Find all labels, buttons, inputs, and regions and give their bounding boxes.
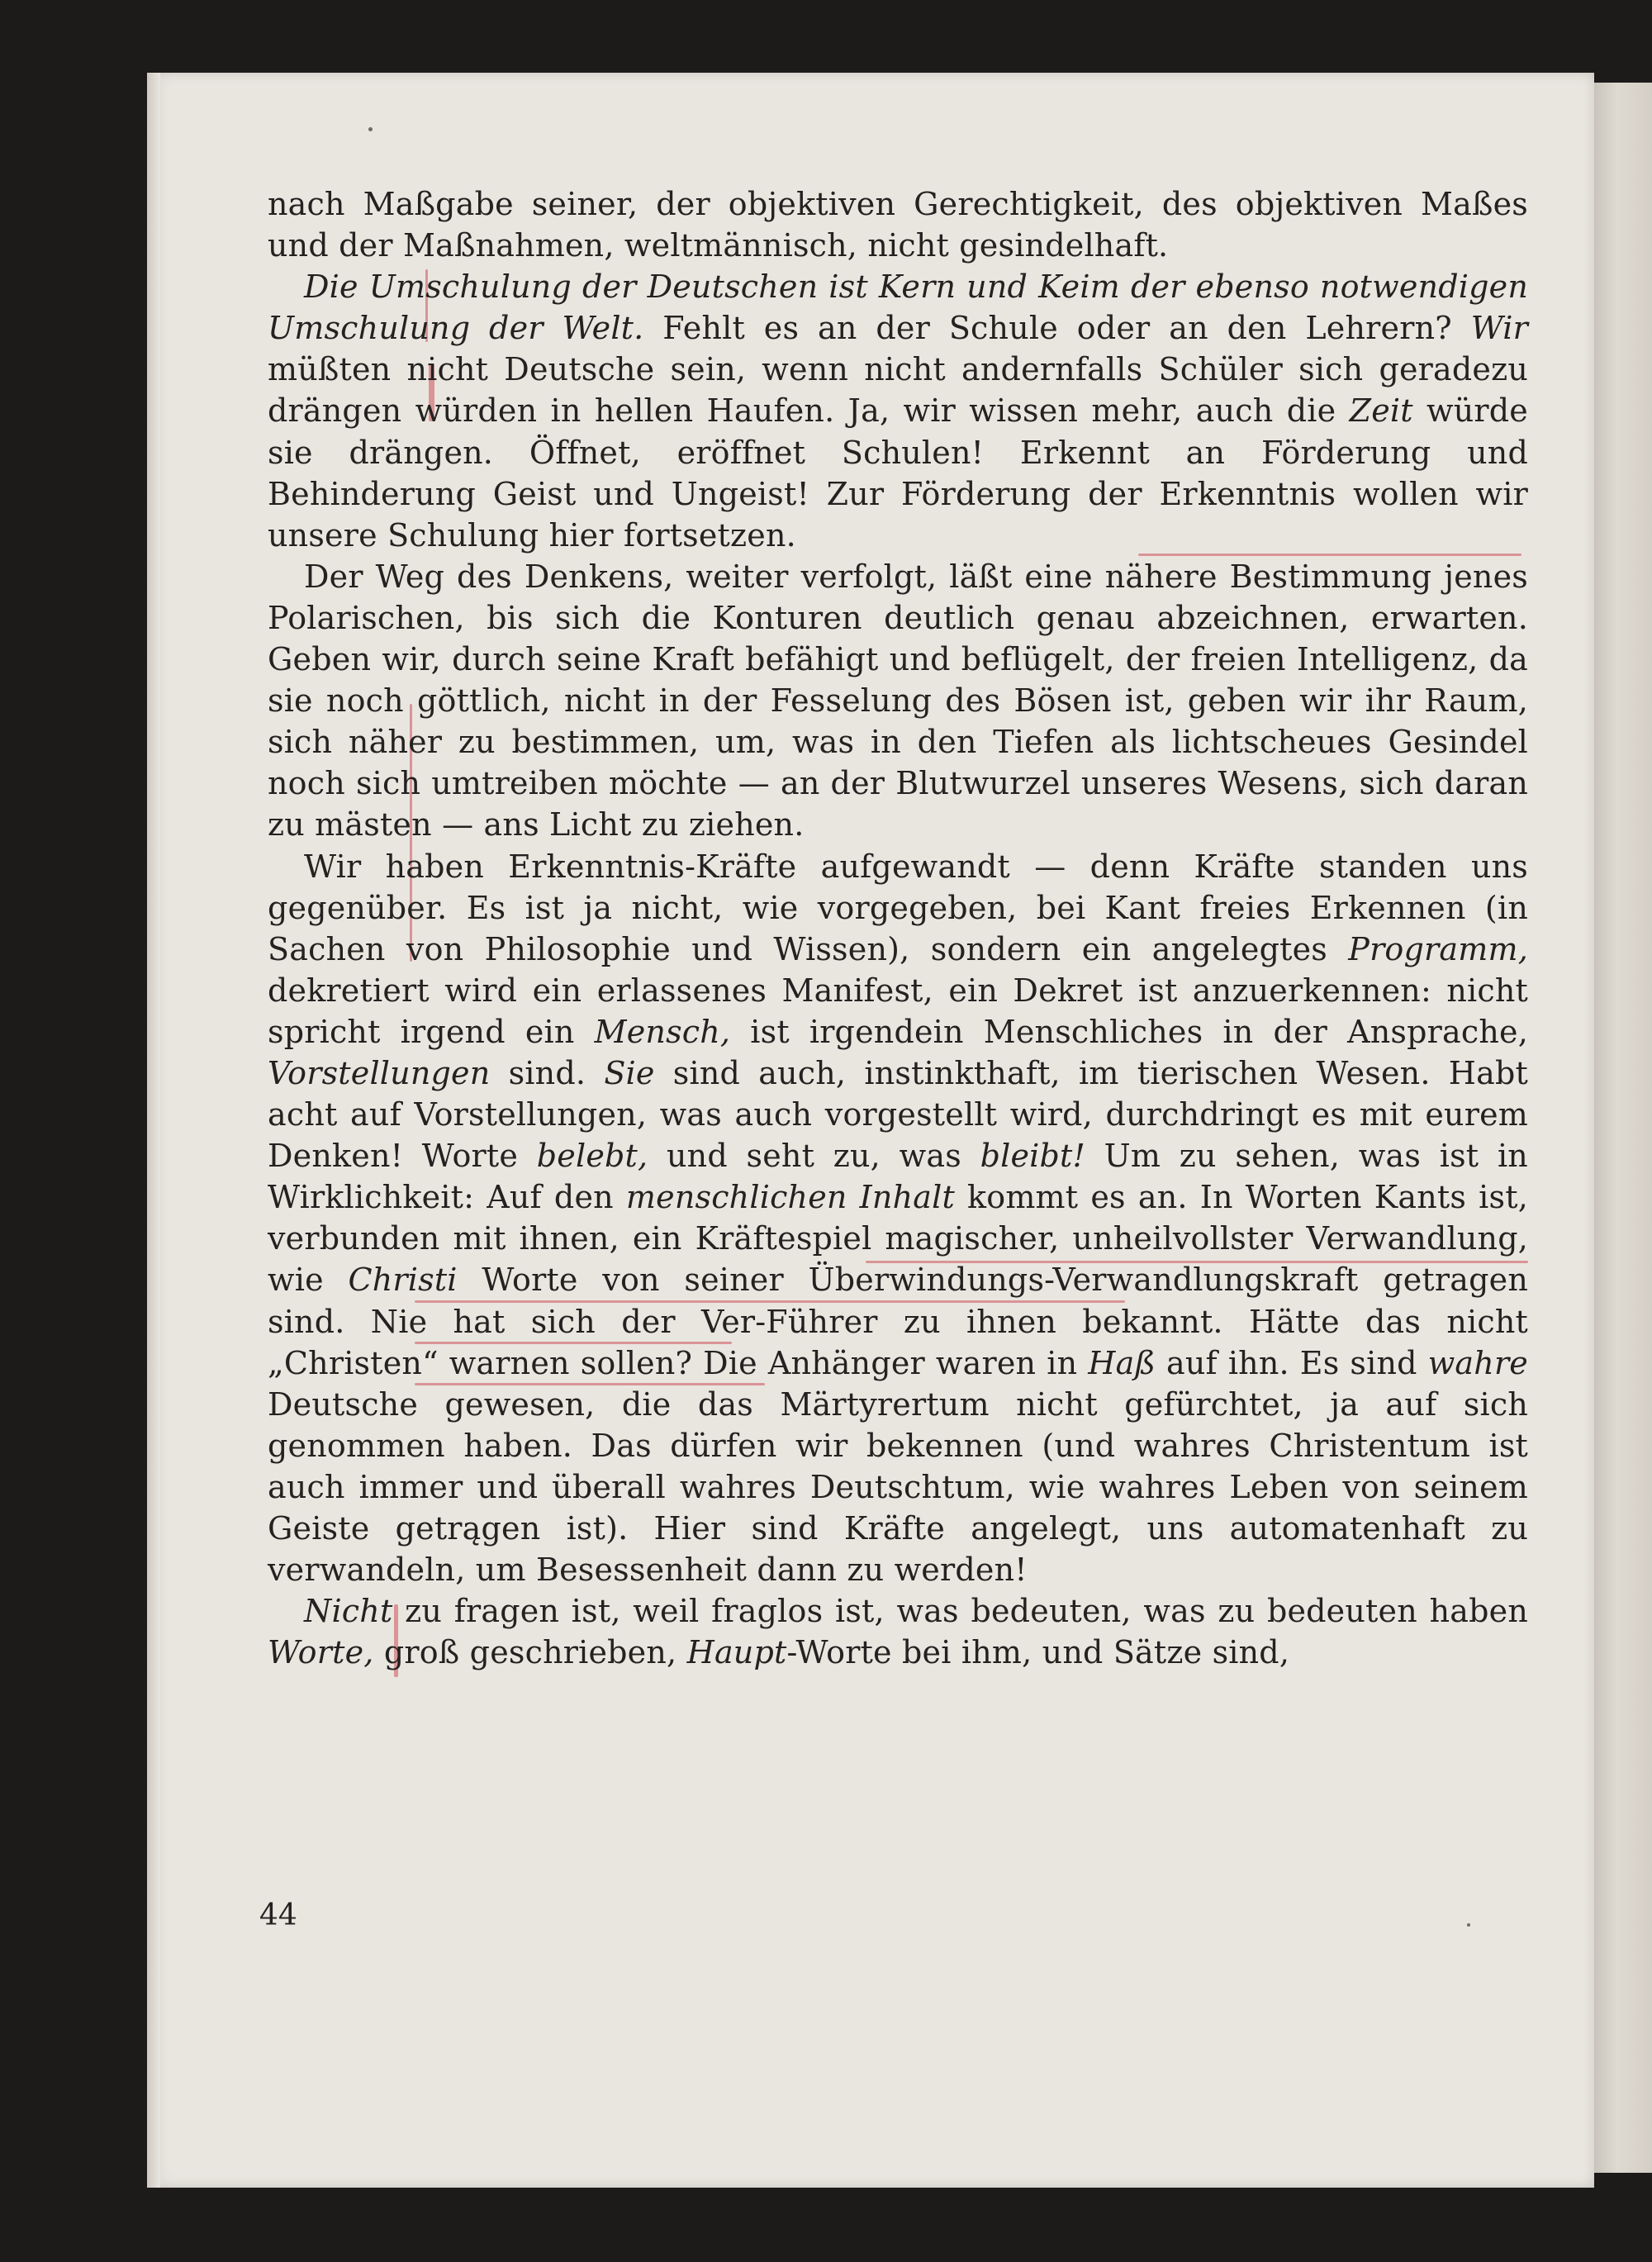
text-run: nach Maßgabe seiner, der objektiven Gerechtigkeit, des objektiven Maßes und der Maßnahmen, weltmännisch, nicht gesindelhaft. — [268, 186, 1528, 264]
paper-speck — [1467, 1923, 1470, 1927]
italic-text-run: Die Umschulung der Deutschen ist Kern und Keim der ebenso notwendigen Umschulung der Welt. — [268, 268, 1528, 347]
page-number: 44 — [259, 1898, 297, 1932]
italic-text-run: wahre — [1427, 1344, 1528, 1381]
italic-text-run: Programm, — [1348, 930, 1528, 967]
text-run: auf ihn. Es sind — [1156, 1344, 1428, 1381]
text-run: Deutsche gewesen, die das Märtyrertum nicht gefürchtet, ja auf sich genommen haben. Das dürfen wir bekennen (und wahres Christentum ist auch immer und überall wahres Deutschtum, wie wahres Leben von seinem Geiste getrągen ist). Hier sind Kräfte angelegt, uns automatenhaft zu verwandeln, um Besessenheit dann zu werden! — [268, 1385, 1528, 1589]
text-run: und seht zu, was — [648, 1138, 980, 1175]
page-gutter-shadow — [147, 73, 160, 2188]
paragraph — [268, 556, 1528, 846]
text-run: müßten nicht Deutsche sein, wenn nicht andernfalls Schüler sich geradezu drängen würden in hellen Haufen. Ja, wir wissen mehr, auch die — [268, 351, 1528, 430]
paragraph — [268, 183, 1528, 266]
italic-text-run: Sie — [604, 1054, 655, 1091]
italic-text-run: Vorstellungen — [268, 1054, 491, 1091]
italic-text-run: Worte, — [268, 1634, 374, 1671]
body-text — [268, 183, 1528, 1673]
italic-text-run: Christi — [348, 1262, 458, 1299]
text-run: Wir haben Erkenntnis-Kräfte aufgewandt — denn Kräfte standen uns gegenüber. Es ist ja nicht, wie vorgegeben, bei Kant freies Erkennen (in Sachen von Philosophie und Wissen), sondern ein angelegtes — [268, 848, 1528, 967]
italic-text-run: menschlichen Inhalt — [625, 1179, 955, 1216]
italic-text-run: Wir — [1470, 310, 1528, 347]
next-page-edge — [1594, 83, 1652, 2173]
text-run: kommt es an. In Worten Kants ist, verbunden mit ihnen, ein Kräftespiel magischer, unheilvollster Verwandlung, wie — [268, 1179, 1528, 1299]
text-run: Worte von seiner Überwindungs-Verwandlungskraft getragen sind. Nie hat sich der Ver-Führer zu ihnen bekannt. Hätte das nicht „Christen“ warnen sollen? Die Anhänger waren in — [268, 1262, 1528, 1381]
italic-text-run: Mensch, — [594, 1013, 731, 1050]
paper-speck — [368, 127, 373, 131]
text-run: dekretiert wird ein erlassenes Manifest, ein Dekret ist anzuerkennen: nicht spricht irgend ein — [268, 972, 1528, 1050]
italic-text-run: Haupt — [686, 1634, 787, 1671]
text-run: Fehlt es an der Schule oder an den Lehrern? — [643, 310, 1471, 347]
paragraph — [268, 1590, 1528, 1673]
text-run: -Worte bei ihm, und Sätze sind, — [786, 1634, 1290, 1671]
italic-text-run: bleibt! — [980, 1138, 1085, 1175]
text-run: Um zu sehen, was ist in Wirklichkeit: Auf den — [268, 1138, 1528, 1216]
text-run: würde sie drängen. Öffnet, eröffnet Schulen! Erkennt an Förderung und Behinderung Geist und Ungeist! Zur Förderung der Erkenntnis wollen wir unsere Schulung hier fortsetzen. — [268, 392, 1528, 554]
text-run: ist irgendein Menschliches in der Ansprache, — [730, 1013, 1528, 1050]
text-run: sind auch, instinkthaft, im tierischen Wesen. Habt acht auf Vorstellungen, was auch vorgestellt wird, durchdringt es mit eurem Denken! Worte — [268, 1054, 1528, 1175]
paragraph — [268, 846, 1528, 1591]
italic-text-run: Zeit — [1349, 392, 1413, 430]
italic-text-run: belebt, — [536, 1138, 648, 1175]
italic-text-run: Haß — [1088, 1344, 1156, 1381]
text-run: Der Weg des Denkens, weiter verfolgt, läßt eine nähere Bestimmung jenes Polarischen, bis sich die Konturen deutlich genau abzeichnen, erwarten. Geben wir, durch seine Kraft befähigt und beflügelt, der freien Intelligenz, da sie noch göttlich, nicht in der Fesselung des Bösen ist, geben wir ihr Raum, sich näher zu bestimmen, um, was in den Tiefen als lichtscheues Gesindel noch sich umtreiben möchte — an der Blutwurzel unseres Wesens, sich daran zu mästen — ans Licht zu ziehen. — [268, 558, 1528, 843]
text-run: groß geschrieben, — [373, 1634, 687, 1671]
text-run: sind. — [490, 1054, 605, 1091]
italic-text-run: Nicht — [304, 1593, 393, 1630]
paragraph — [268, 266, 1528, 556]
text-run: zu fragen ist, weil fraglos ist, was bedeuten, was zu bedeuten haben — [392, 1593, 1528, 1630]
